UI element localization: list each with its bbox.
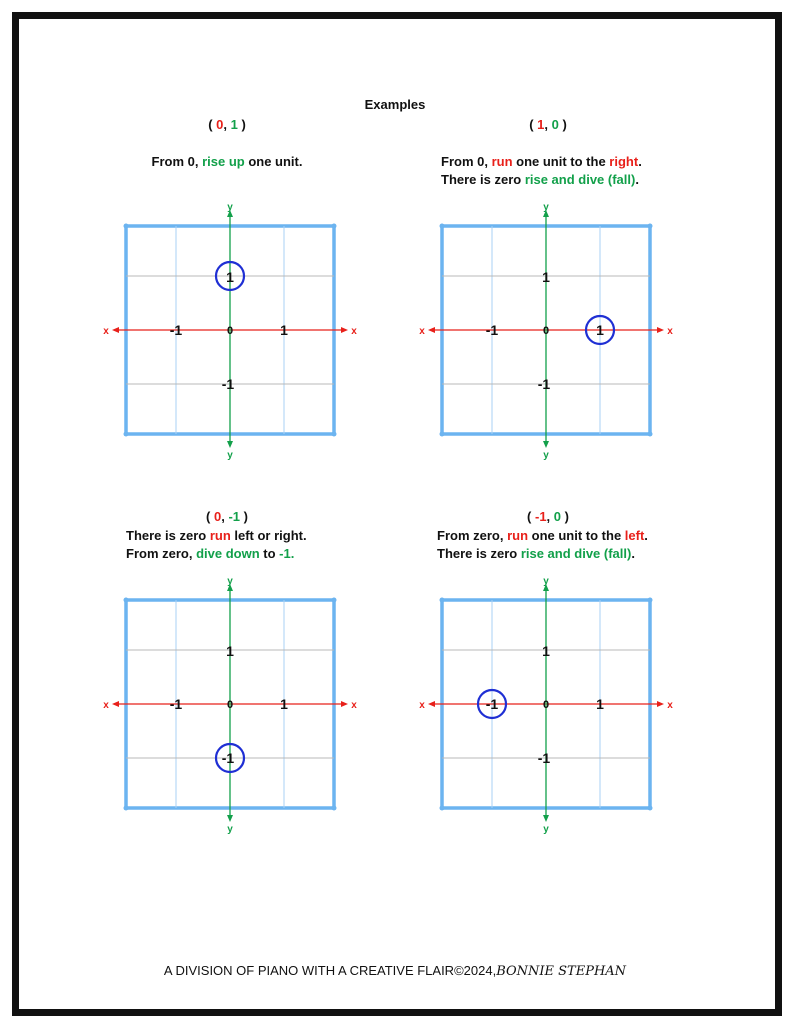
- y-axis-label-bottom: y: [227, 824, 233, 834]
- example-4-coord-y: 0: [553, 509, 562, 524]
- tick-label-pos-y: 1: [542, 269, 550, 285]
- example-2-coord-x: 1: [537, 117, 545, 132]
- example-4-left-text: left: [624, 528, 645, 543]
- tick-label-pos-x: 1: [280, 322, 288, 338]
- coordinate-grid-4: [416, 572, 676, 834]
- x-axis-arrow-right: [657, 327, 664, 333]
- example-2-description: [441, 153, 642, 189]
- coordinate-grid-3: [100, 572, 360, 834]
- example-4-coord-x: -1: [534, 509, 547, 524]
- coordinate-grid-1: [100, 198, 360, 460]
- example-2-coordinate: ( 1, 0 ): [529, 117, 567, 132]
- tick-label-pos-y: 1: [226, 269, 234, 285]
- example-3-text-mid: to: [259, 546, 280, 561]
- tick-label-origin: 0: [226, 699, 234, 711]
- tick-label-neg-x: -1: [169, 322, 183, 338]
- coordinate-grid-2: [416, 198, 676, 460]
- y-axis-label-top: y: [543, 202, 549, 213]
- example-1-text: From 0,: [151, 154, 203, 169]
- grid-corner-dot: [648, 598, 653, 603]
- x-axis-arrow-left: [428, 701, 435, 707]
- tick-label-neg-y: -1: [221, 376, 235, 392]
- x-axis-arrow-left: [428, 327, 435, 333]
- example-4-coordinate: ( -1, 0 ): [527, 509, 569, 524]
- tick-label-origin: 0: [542, 325, 550, 337]
- example-4-text-2: There is zero: [437, 546, 521, 561]
- example-3-neg-one-text: -1.: [279, 546, 295, 561]
- example-4-period: .: [644, 528, 648, 543]
- x-axis-label-right: x: [667, 326, 673, 337]
- example-1-coord-x: 0: [216, 117, 224, 132]
- grid-corner-dot: [440, 432, 445, 437]
- tick-label-pos-x: 1: [280, 696, 288, 712]
- example-2-run-text: run: [491, 154, 513, 169]
- x-axis-label-left: x: [419, 700, 425, 711]
- grid-corner-dot: [332, 432, 337, 437]
- y-axis-label-top: y: [227, 202, 233, 213]
- tick-label-pos-x: 1: [596, 696, 604, 712]
- x-axis-arrow-left: [112, 701, 119, 707]
- x-axis-arrow-right: [341, 701, 348, 707]
- x-axis-label-left: x: [419, 326, 425, 337]
- tick-label-origin: 0: [542, 699, 550, 711]
- footer-text: A DIVISION OF PIANO WITH A CREATIVE FLAIR©2024,: [163, 963, 497, 978]
- example-4-text: From zero,: [437, 528, 508, 543]
- grid-corner-dot: [332, 224, 337, 229]
- x-axis-label-right: x: [667, 700, 673, 711]
- tick-label-neg-y: -1: [221, 750, 235, 766]
- example-3-run-text: run: [209, 528, 231, 543]
- y-axis-label-bottom: y: [543, 450, 549, 460]
- x-axis-label-right: x: [351, 700, 357, 711]
- y-axis-arrow-down: [227, 441, 233, 448]
- example-3-description: [126, 527, 307, 563]
- grid-corner-dot: [648, 432, 653, 437]
- example-3-dive-text: dive down: [196, 546, 260, 561]
- example-3-coord-x: 0: [213, 509, 222, 524]
- example-4-text-mid: one unit to the: [528, 528, 625, 543]
- x-axis-arrow-left: [112, 327, 119, 333]
- example-1-coordinate: ( 0, 1 ): [208, 117, 246, 132]
- example-1-description: [107, 153, 347, 171]
- y-axis-label-top: y: [227, 576, 233, 587]
- x-axis-label-left: x: [103, 326, 109, 337]
- x-axis-arrow-right: [341, 327, 348, 333]
- example-2-period: .: [638, 154, 642, 169]
- y-axis-label-bottom: y: [227, 450, 233, 460]
- footer-signature: BONNIE STEPHAN: [496, 964, 627, 979]
- example-4-description: [437, 527, 648, 563]
- example-2-text-2: There is zero: [441, 172, 525, 187]
- x-axis-arrow-right: [657, 701, 664, 707]
- example-2-right-text: right: [609, 154, 639, 169]
- example-4-rise-dive-text: rise and dive (fall): [520, 546, 632, 561]
- example-3-text-end: left or right.: [230, 528, 307, 543]
- example-2-coord-y: 0: [551, 117, 559, 132]
- tick-label-neg-x: -1: [485, 322, 499, 338]
- example-2-text-mid: one unit to the: [512, 154, 610, 169]
- tick-label-origin: 0: [226, 325, 234, 337]
- grid-corner-dot: [332, 598, 337, 603]
- grid-corner-dot: [440, 806, 445, 811]
- example-4-period-2: .: [631, 546, 635, 561]
- example-1-text-end: one unit.: [244, 154, 303, 169]
- grid-corner-dot: [124, 224, 129, 229]
- grid-corner-dot: [440, 224, 445, 229]
- grid-corner-dot: [124, 432, 129, 437]
- tick-label-pos-y: 1: [226, 643, 234, 659]
- y-axis-arrow-down: [543, 441, 549, 448]
- grid-corner-dot: [332, 806, 337, 811]
- grid-corner-dot: [648, 806, 653, 811]
- tick-label-neg-x: -1: [169, 696, 183, 712]
- example-1-rise-text: rise up: [202, 154, 245, 169]
- y-axis-arrow-down: [543, 815, 549, 822]
- example-4-run-text: run: [507, 528, 529, 543]
- example-3-text: There is zero: [126, 528, 210, 543]
- example-2-period-2: .: [635, 172, 639, 187]
- x-axis-label-left: x: [103, 700, 109, 711]
- grid-corner-dot: [440, 598, 445, 603]
- example-2-rise-dive-text: rise and dive (fall): [524, 172, 636, 187]
- tick-label-neg-y: -1: [537, 750, 551, 766]
- page-title: Examples: [364, 97, 426, 112]
- tick-label-neg-x: -1: [485, 696, 499, 712]
- footer: [0, 963, 790, 979]
- example-3-coord-y: -1: [228, 509, 241, 524]
- tick-label-pos-y: 1: [542, 643, 550, 659]
- example-1-coord-y: 1: [230, 117, 238, 132]
- example-2-text: From 0,: [441, 154, 492, 169]
- grid-corner-dot: [124, 806, 129, 811]
- y-axis-arrow-down: [227, 815, 233, 822]
- example-3-coordinate: ( 0, -1 ): [206, 509, 248, 524]
- tick-label-pos-x: 1: [596, 322, 604, 338]
- tick-label-neg-y: -1: [537, 376, 551, 392]
- grid-corner-dot: [124, 598, 129, 603]
- y-axis-label-top: y: [543, 576, 549, 587]
- example-3-text-2: From zero,: [126, 546, 197, 561]
- y-axis-label-bottom: y: [543, 824, 549, 834]
- x-axis-label-right: x: [351, 326, 357, 337]
- grid-corner-dot: [648, 224, 653, 229]
